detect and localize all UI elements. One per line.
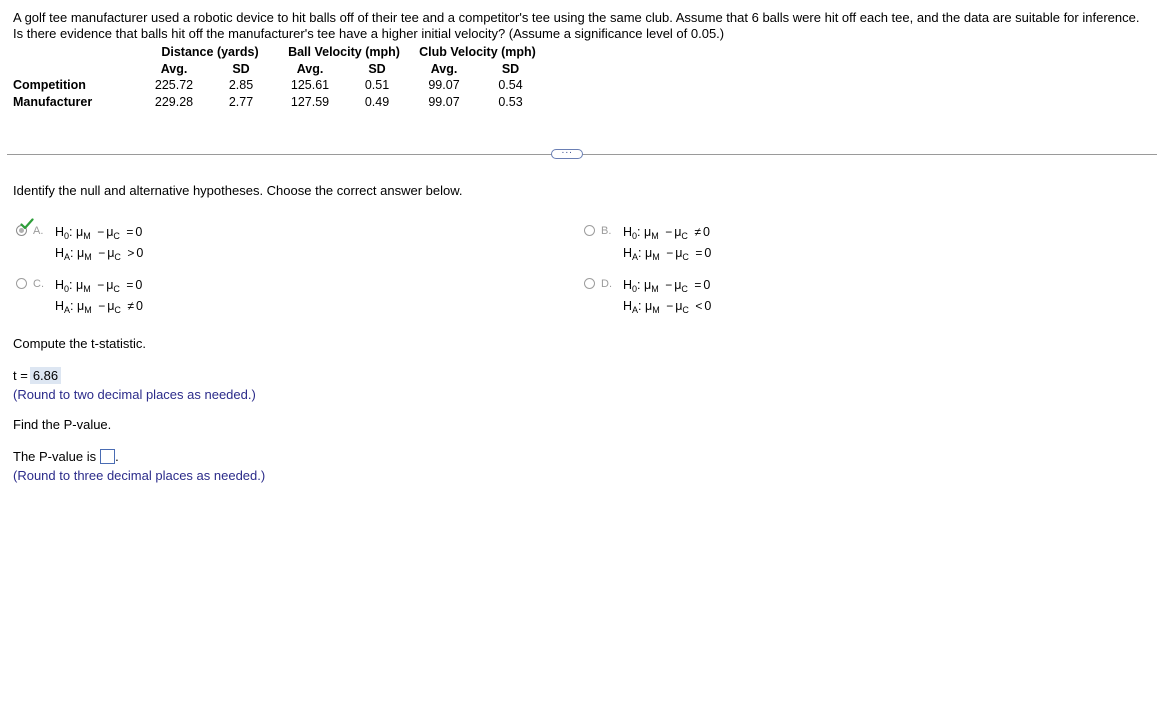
radio-button[interactable]	[16, 278, 27, 289]
table-cell: 229.28	[154, 94, 194, 109]
question-line-2: Is there evidence that balls hit off the manufacturer's tee have a higher initial velocity? (Assume a significance level of 0.05.)	[13, 26, 725, 41]
table-cell: 99.07	[428, 94, 460, 109]
p-label: The P-value is	[13, 449, 97, 464]
alternative-hypothesis: $H_A$: $\mu_M - \mu_C \ne 0$	[55, 299, 143, 315]
option-letter: D.	[601, 278, 612, 290]
t-answer-line	[13, 367, 61, 384]
column-header: Avg.	[160, 61, 188, 76]
p-answer-line	[13, 449, 119, 464]
table-cell: 2.77	[228, 94, 254, 109]
t-prompt: Compute the t-statistic.	[13, 336, 146, 351]
hypothesis-prompt: Identify the null and alternative hypotheses. Choose the correct answer below.	[13, 183, 463, 198]
group-header: Distance (yards)	[161, 45, 259, 60]
radio-button[interactable]	[584, 278, 595, 289]
expand-more-button[interactable]	[551, 146, 583, 159]
table-cell: 125.61	[290, 78, 330, 93]
ellipsis-icon: ···	[561, 146, 573, 158]
radio-button[interactable]	[584, 225, 595, 236]
alternative-hypothesis: $H_A$: $\mu_M - \mu_C < 0$	[623, 299, 712, 315]
option-letter: C.	[33, 278, 44, 290]
hypotheses	[623, 222, 711, 264]
question-line-1: A golf tee manufacturer used a robotic device to hit balls off of their tee and a competitor's tee using the same club. Assume that 6 balls were hit off each tee, and the data are suitable for inference.	[13, 10, 1140, 25]
option-letter: A.	[33, 225, 44, 237]
table-cell: 0.53	[498, 94, 523, 109]
table-cell: 225.72	[154, 78, 194, 93]
table-cell: 2.85	[228, 78, 254, 93]
option-d[interactable]	[584, 275, 711, 317]
p-prompt: Find the P-value.	[13, 417, 112, 432]
table-row	[8, 77, 544, 94]
column-header: Avg.	[296, 61, 324, 76]
hypotheses	[55, 275, 143, 317]
table-cell: 127.59	[290, 94, 330, 109]
null-hypothesis: $H_0$: $\mu_M - \mu_C = 0$	[55, 225, 143, 241]
column-header: Avg.	[430, 61, 458, 76]
null-hypothesis: $H_0$: $\mu_M - \mu_C = 0$	[55, 278, 143, 294]
table-group-header-row	[8, 44, 544, 61]
hypotheses	[55, 222, 143, 264]
group-header: Club Velocity (mph)	[419, 45, 536, 60]
table-cell: 0.54	[498, 78, 523, 93]
alternative-hypothesis: $H_A$: $\mu_M - \mu_C > 0$	[55, 246, 144, 262]
hypotheses	[623, 275, 711, 317]
data-table	[8, 44, 544, 110]
option-c[interactable]	[16, 275, 143, 317]
column-header: SD	[232, 61, 250, 76]
null-hypothesis: $H_0$: $\mu_M - \mu_C = 0$	[623, 278, 711, 294]
check-icon	[20, 218, 34, 230]
option-b[interactable]	[584, 222, 711, 264]
row-label: Competition	[13, 78, 86, 93]
column-header: SD	[501, 61, 520, 76]
t-rounding-note: (Round to two decimal places as needed.)	[13, 387, 256, 402]
row-label: Manufacturer	[13, 94, 93, 109]
option-letter: B.	[601, 225, 612, 237]
null-hypothesis: $H_0$: $\mu_M - \mu_C \ne 0$	[623, 225, 710, 241]
table-cell: 0.49	[364, 94, 390, 109]
table-cell: 99.07	[428, 78, 460, 93]
table-subheader-row	[8, 61, 544, 78]
t-value[interactable]: 6.86	[30, 367, 61, 384]
t-label: t =	[13, 368, 28, 383]
table-cell: 0.51	[364, 78, 390, 93]
column-header: SD	[368, 61, 386, 76]
p-rounding-note: (Round to three decimal places as needed.)	[13, 468, 266, 483]
option-a[interactable]	[16, 222, 143, 264]
question-text	[13, 10, 1153, 42]
table-row	[8, 94, 544, 111]
group-header: Ball Velocity (mph)	[288, 45, 400, 60]
alternative-hypothesis: $H_A$: $\mu_M - \mu_C = 0$	[623, 246, 712, 262]
p-value-input[interactable]	[100, 449, 115, 464]
p-period: .	[115, 449, 119, 464]
